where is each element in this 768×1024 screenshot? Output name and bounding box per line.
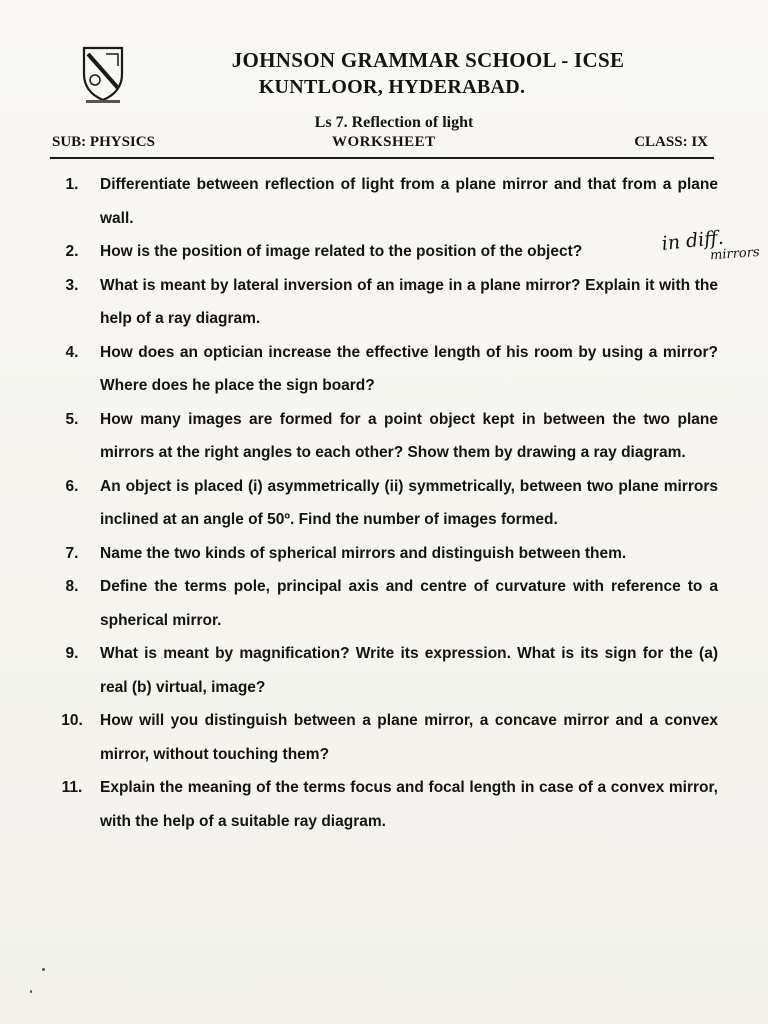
question-item xyxy=(44,403,724,470)
question-item xyxy=(44,537,724,571)
question-number: 2. xyxy=(65,243,79,260)
question-number: 8. xyxy=(65,578,79,595)
question-item xyxy=(44,771,724,838)
question-number: 4. xyxy=(65,343,79,361)
question-text: How many images are formed for a point object kept in between the two plane mirrors at the right angles to each other? Show them by drawing a ray diagram. xyxy=(100,410,718,461)
header-divider xyxy=(50,157,714,159)
question-text: How will you distinguish between a plane mirror, a concave mirror and a convex mirror, without touching them? xyxy=(100,712,718,763)
speck xyxy=(30,990,32,993)
question-item xyxy=(44,470,724,537)
question-item xyxy=(44,570,724,637)
school-name: JOHNSON GRAMMAR SCHOOL - ICSE xyxy=(231,48,625,72)
worksheet-label: WORKSHEET xyxy=(332,134,436,150)
question-text: How does an optician increase the effective length of his room by using a mirror? Where does he place the sign board? xyxy=(100,343,718,394)
question-item xyxy=(44,235,724,269)
question-item xyxy=(44,168,724,235)
question-item xyxy=(44,336,724,403)
question-number: 5. xyxy=(65,410,79,428)
question-item xyxy=(44,704,724,771)
question-text: Define the terms pole, principal axis and centre of curvature with reference to a spherical mirror. xyxy=(100,578,718,629)
handwritten-note-line2: mirrors xyxy=(709,244,761,264)
worksheet-meta-row xyxy=(52,134,714,154)
question-text: Name the two kinds of spherical mirrors and distinguish between them. xyxy=(100,544,627,562)
question-list xyxy=(44,168,724,838)
question-number: 6. xyxy=(65,477,79,495)
question-text: Explain the meaning of the terms focus and focal length in case of a convex mirror, with the help of a suitable ray diagram. xyxy=(100,779,718,830)
question-text: An object is placed (i) asymmetrically (ii) symmetrically, between two plane mirrors inclined at an angle of 50º. Find the number of images formed. xyxy=(100,477,718,528)
speck xyxy=(42,968,45,971)
question-number: 1. xyxy=(65,176,79,193)
question-number: 11. xyxy=(61,779,83,796)
school-location: KUNTLOOR, HYDERABAD. xyxy=(258,76,526,98)
class-label: CLASS: IX xyxy=(634,134,708,150)
question-number: 9. xyxy=(65,645,79,662)
lesson-title: Ls 7. Reflection of light xyxy=(314,114,474,131)
question-item xyxy=(44,269,724,336)
question-number: 3. xyxy=(65,276,79,294)
question-number: 10. xyxy=(61,712,83,729)
handwritten-note xyxy=(660,224,768,264)
handwritten-note-line1: in diff. xyxy=(660,226,725,255)
question-number: 7. xyxy=(65,544,79,562)
question-text: What is meant by lateral inversion of an image in a plane mirror? Explain it with the help of a ray diagram. xyxy=(100,276,718,327)
question-text: What is meant by magnification? Write its expression. What is its sign for the (a) real (b) virtual, image? xyxy=(100,645,718,696)
subject-label: SUB: PHYSICS xyxy=(52,134,155,150)
question-text: How is the position of image related to the position of the object? xyxy=(100,243,583,260)
question-text: Differentiate between reflection of light from a plane mirror and that from a plane wall. xyxy=(100,176,718,227)
question-item xyxy=(44,637,724,704)
